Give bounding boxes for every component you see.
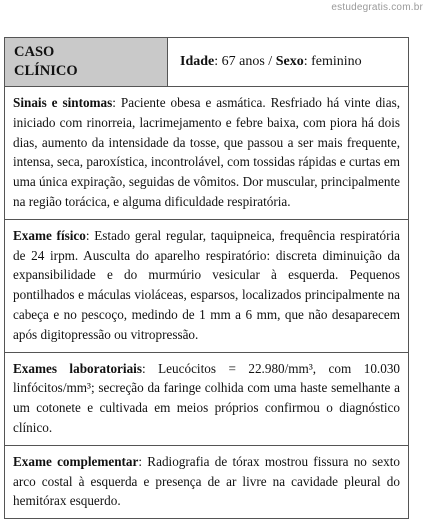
section-label: Exame complementar: [13, 453, 139, 469]
section-physical-exam: [5, 220, 408, 353]
sex-label: Sexo: [275, 54, 304, 69]
section-text: : Paciente obesa e asmática. Resfriado há vinte dias, iniciado com rinorreia, lacrimejamento e febre baixa, com piora há dois dias, aumento da intensidade da tosse, que passou a ser mais frequente, intensa, seca, paroxística, incontrolável, com tossidas rápidas e curtas em uma única expiração, seguidas de vômitos. Dor muscular, principalmente na região torácica, e alguma dificuldade respiratória.: [13, 95, 401, 209]
section-text: : Estado geral regular, taquipneica, frequência respiratória de 24 irpm. Ausculta do aparelho respiratório: discreta diminuição da expansibilidade e do murmúrio vesicular à esquerda. Pequenos pontilhados e máculas violáceas, esparsos, localizados principalmente na cabeça e no pescoço, medindo de 1 mm a 6 mm, que não desaparecem após digitopressão ou vitropressão.: [13, 227, 400, 342]
sex-value: : feminino: [303, 54, 362, 69]
section-signs-symptoms: [5, 87, 408, 220]
section-label: Exames laboratoriais: [13, 360, 142, 376]
section-label: Sinais e sintomas: [13, 95, 113, 110]
section-label: Exame físico: [13, 227, 86, 243]
section-text: : Radiografia de tórax mostrou fissura no sexto arco costal à esquerda e presença de ar livre na cavidade pleural do hemitórax esquerdo.: [13, 453, 400, 509]
age-label: Idade: [180, 54, 215, 69]
case-header: [5, 38, 408, 87]
age-value: : 67 anos /: [214, 54, 276, 69]
section-lab-exams: [5, 353, 408, 446]
case-title-line1: CASO: [14, 44, 55, 60]
site-watermark: estudegratis.com.br: [331, 2, 423, 13]
section-complementary-exam: [5, 446, 408, 518]
section-text: : Leucócitos = 22.980/mm³, com 10.030 linfócitos/mm³; secreção da faringe colhida com uma haste semelhante a um cotonete e cultivada em meios próprios confirmou o diagnóstico clínico.: [13, 360, 401, 435]
clinical-case-card: [4, 37, 409, 519]
case-title-line2: CLÍNICO: [14, 63, 78, 79]
case-title: [5, 38, 168, 86]
patient-info: [168, 38, 408, 86]
